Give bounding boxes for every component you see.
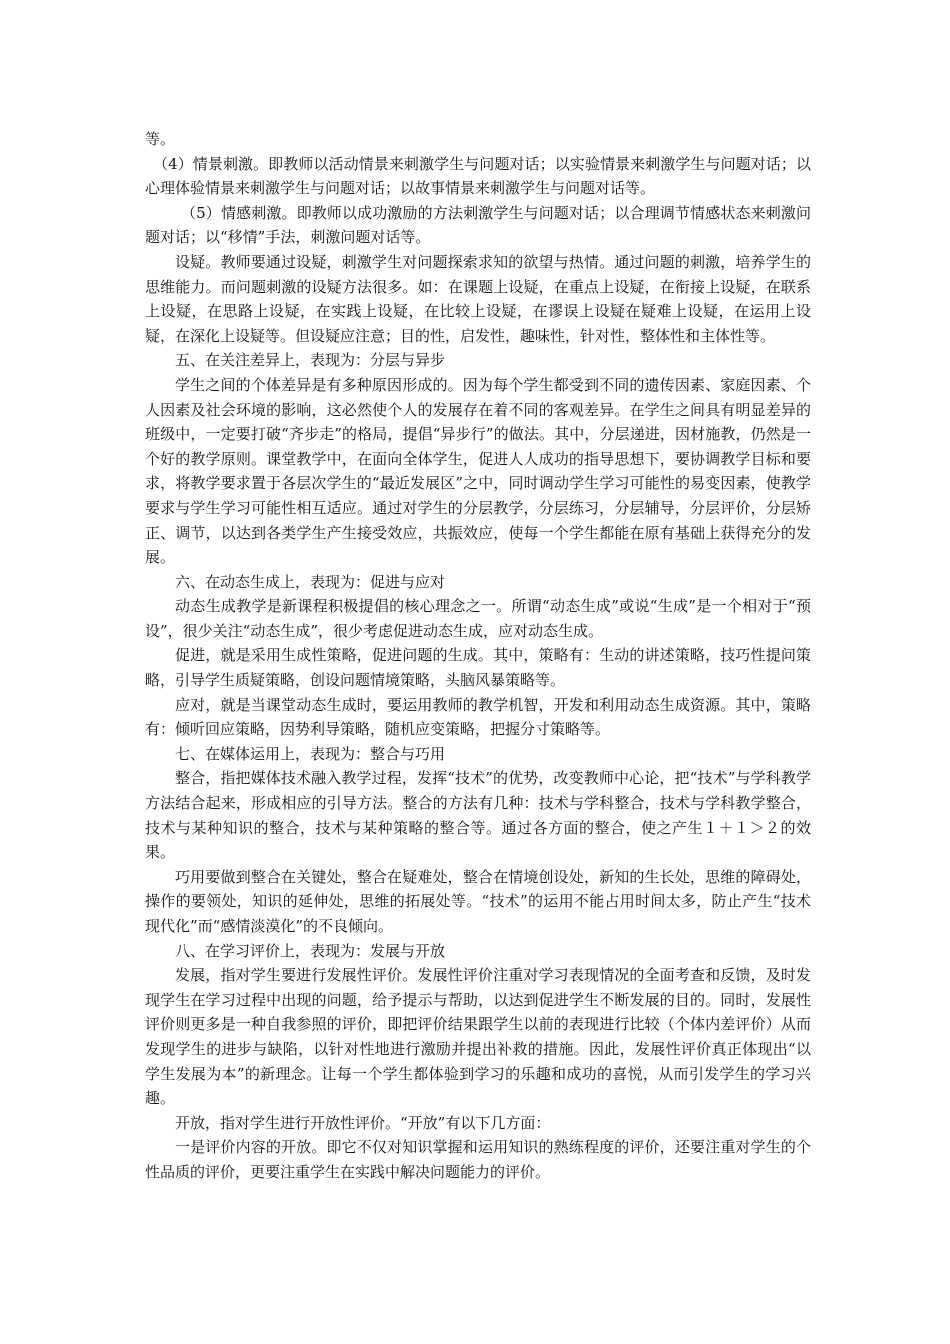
section-heading: 七、在媒体运用上，表现为：整合与巧用	[175, 744, 446, 763]
section-heading: 五、在关注差异上，表现为：分层与异步	[175, 351, 446, 370]
paragraph: 学生之间的个体差异是有多种原因形成的。因为每个学生都受到不同的遗传因素、家庭因素、个人因素及社会环境的影响，这必然使个人的发展存在着不同的客观差异。在学生之间具有明显差异的班级中，一定要打破“齐步走”的格局，提倡“异步行”的做法。其中，分层递进，因材施教，仍然是一个好的教学原则。课堂教学中，在面向全体学生，促进人人成功的指导思想下，要协调教学目标和要求，将教学要求置于各层次学生的“最近发展区”之中，同时调动学生学习可能性的易变因素，使教学要求与学生学习可能性相互适应。通过对学生的分层教学，分层练习，分层辅导，分层评价，分层矫正、调节，以达到各类学生产生接受效应，共振效应，使每一个学生都能在原有基础上获得充分的发展。	[145, 375, 811, 567]
paragraph: 动态生成教学是新课程积极提倡的核心理念之一。所谓“动态生成”或说“生成”是一个相对于“预设”，很少关注“动态生成”，很少考虑促进动态生成，应对动态生成。	[145, 597, 811, 640]
paragraph: 设疑。教师要通过设疑，刺激学生对问题探索求知的欲望与热情。通过问题的刺激，培养学生的思维能力。而问题刺激的设疑方法很多。如：在课题上设疑，在重点上设疑，在衔接上设疑，在联系上设疑，在思路上设疑，在实践上设疑，在比较上设疑，在谬误上设疑在疑难上设疑，在运用上设疑，在深化上设疑等。但设疑应注意；目的性，启发性，趣味性，针对性，整体性和主体性等。	[145, 252, 811, 345]
document-body	[145, 127, 811, 1185]
paragraph: 促进，就是采用生成性策略，促进问题的生成。其中，策略有：生动的讲述策略，技巧性提问策略，引导学生质疑策略，创设问题情境策略，头脑风暴策略等。	[145, 646, 811, 690]
list-item: （5）情感刺激。即教师以成功激励的方法刺激学生与问题对话；以合理调节情感状态来刺激问题对话；以“移情”手法，刺激问题对话等。	[145, 203, 811, 247]
paragraph: 整合，指把媒体技术融入教学过程，发挥“技术”的优势，改变教师中心论，把“技术”与学科教学方法结合起来，形成相应的引导方法。整合的方法有几种：技术与学科整合，技术与学科教学整合，技术与某种知识的整合，技术与某种策略的整合等。通过各方面的整合，使之产生１＋１＞２的效果。	[145, 769, 811, 862]
section-heading: 八、在学习评价上，表现为：发展与开放	[175, 941, 446, 960]
paragraph: 巧用要做到整合在关键处，整合在疑难处，整合在情境创设处，新知的生长处，思维的障碍处，操作的要领处，知识的延伸处，思维的拓展处等。“技术”的运用不能占用时间太多，防止产生“技术现代化”而“感情淡漠化”的不良倾向。	[145, 867, 811, 935]
section-heading: 六、在动态生成上，表现为：促进与应对	[175, 572, 446, 591]
paragraph: 一是评价内容的开放。即它不仅对知识掌握和运用知识的熟练程度的评价，还要注重对学生的个性品质的评价，更要注重学生在实践中解决问题能力的评价。	[145, 1138, 811, 1181]
paragraph: 发展，指对学生要进行发展性评价。发展性评价注重对学习表现情况的全面考查和反馈，及时发现学生在学习过程中出现的问题，给予提示与帮助，以达到促进学生不断发展的目的。同时，发展性评价则更多是一种自我参照的评价，即把评价结果跟学生以前的表现进行比较（个体内差评价）从而发现学生的进步与缺陷，以针对性地进行激励并提出补救的措施。因此，发展性评价真正体现出“以学生发展为本”的新理念。让每一个学生都体验到学习的乐趣和成功的喜悦，从而引发学生的学习兴趣。	[145, 966, 811, 1108]
paragraph: 应对，就是当课堂动态生成时，要运用教师的教学机智，开发和利用动态生成资源。其中，策略有：倾听回应策略，因势利导策略，随机应变策略，把握分寸策略等。	[145, 695, 811, 739]
paragraph: 等。	[145, 130, 176, 148]
paragraph: 开放，指对学生进行开放性评价。“开放”有以下几方面：	[175, 1113, 551, 1132]
list-item: （4）情景刺激。即教师以活动情景来刺激学生与问题对话；以实验情景来刺激学生与问题对话；以心理体验情景来刺激学生与问题对话；以故事情景来刺激学生与问题对话等。	[145, 154, 811, 198]
